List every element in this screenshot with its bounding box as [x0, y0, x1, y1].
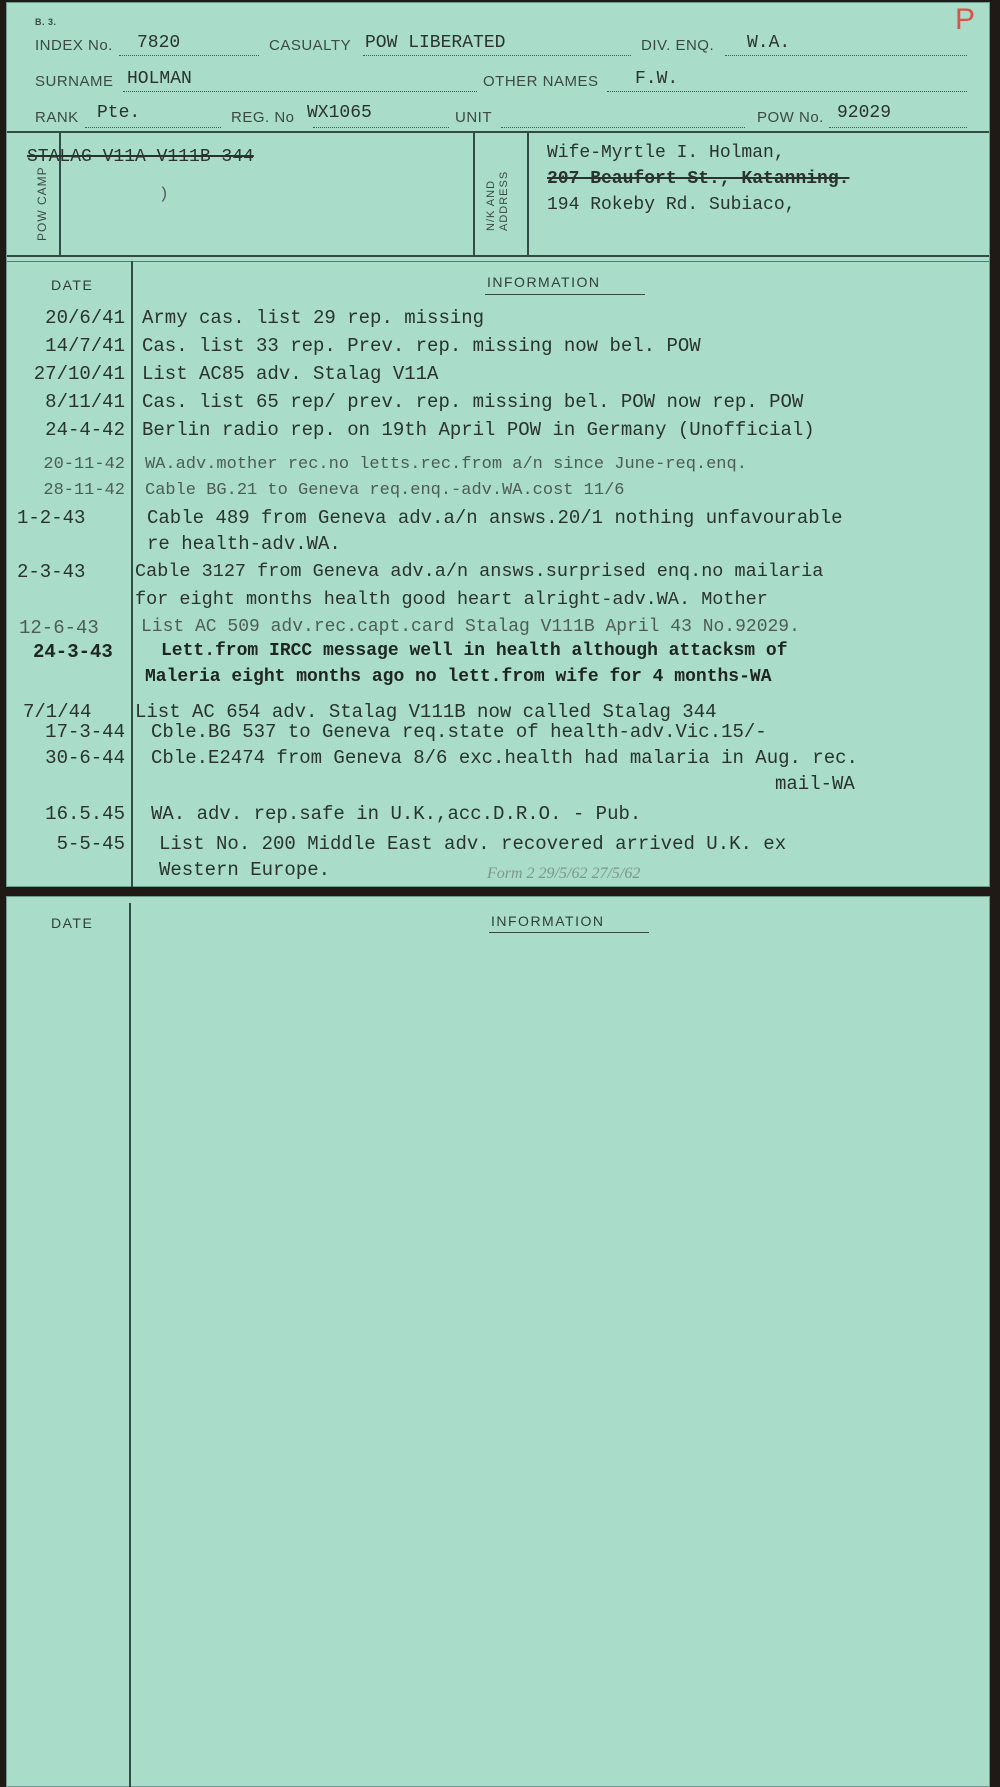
entry-text: re health-adv.WA.	[147, 533, 341, 555]
entry-date: 14/7/41	[45, 335, 125, 357]
entry-text: mail-WA	[775, 773, 855, 795]
reg-no-value: WX1065	[307, 103, 372, 123]
entry-date: 20-11-42	[43, 455, 125, 474]
entry-text: Cble.BG 537 to Geneva req.state of health-adv.Vic.15/-	[151, 721, 767, 743]
entry-text: Cble.E2474 from Geneva 8/6 exc.health had malaria in Aug. rec.	[151, 747, 858, 769]
index-label: INDEX No.	[35, 37, 113, 54]
entry-date: 24-3-43	[33, 641, 113, 663]
info-row	[7, 747, 991, 772]
pow-camp-mark: )	[159, 185, 169, 203]
information-header-underline	[485, 294, 645, 295]
info-row	[7, 803, 991, 828]
entry-text: List AC 654 adv. Stalag V111B now called Stalag 344	[135, 701, 717, 723]
info-row	[7, 833, 991, 858]
pow-no-dotline	[829, 127, 967, 128]
other-names-value: F.W.	[635, 69, 679, 89]
back-date-column-divider	[129, 903, 131, 1787]
reg-no-dotline	[313, 127, 449, 128]
casualty-value: POW LIBERATED	[365, 33, 506, 53]
other-names-label: OTHER NAMES	[483, 73, 599, 90]
pencil-note: Form 2 29/5/62 27/5/62	[487, 865, 641, 882]
entry-date: 20/6/41	[45, 307, 125, 329]
reg-no-label: REG. No	[231, 109, 295, 126]
unit-dotline	[501, 127, 745, 128]
pow-camp-value: STALAG V11A V111B 344	[27, 147, 254, 167]
entry-date: 16.5.45	[45, 803, 125, 825]
camp-box-bottom-rule	[7, 255, 989, 257]
unit-label: UNIT	[455, 109, 492, 126]
entry-text: Cable 489 from Geneva adv.a/n answs.20/1 nothing unfavourable	[147, 507, 843, 529]
div-enq-value: W.A.	[747, 33, 791, 53]
entry-text: Cas. list 33 rep. Prev. rep. missing now bel. POW	[142, 335, 701, 357]
index-value: 7820	[137, 33, 181, 53]
entry-text: List AC 509 adv.rec.capt.card Stalag V111B April 43 No.92029.	[141, 617, 800, 637]
div-enq-label: DIV. ENQ.	[641, 37, 715, 54]
entry-text: Cas. list 65 rep/ prev. rep. missing bel. POW now rep. POW	[142, 391, 804, 413]
surname-value: HOLMAN	[127, 69, 192, 89]
pow-no-label: POW No.	[757, 109, 824, 126]
entry-text: WA.adv.mother rec.no letts.rec.from a/n since June-req.enq.	[145, 455, 747, 474]
entry-text: WA. adv. rep.safe in U.K.,acc.D.R.O. - Pub.	[151, 803, 642, 825]
surname-label: SURNAME	[35, 73, 114, 90]
entry-text: Berlin radio rep. on 19th April POW in Germany (Unofficial)	[142, 419, 815, 441]
back-date-column-header: DATE	[51, 915, 94, 931]
record-card-front	[6, 2, 990, 887]
info-top-rule	[7, 261, 989, 262]
info-row	[7, 391, 991, 416]
nk-address-label-line2: ADDRESS	[498, 170, 510, 231]
entry-text: Army cas. list 29 rep. missing	[142, 307, 485, 329]
info-row	[7, 667, 991, 692]
div-enq-dotline	[725, 55, 967, 56]
info-row	[7, 419, 991, 444]
nk-address-line1: Wife-Myrtle I. Holman,	[547, 143, 785, 163]
back-information-header-underline	[489, 932, 649, 933]
form-code: B. 3.	[35, 17, 57, 27]
nk-address-line2: 207 Beaufort St., Katanning.	[547, 169, 850, 189]
entry-date: 17-3-44	[45, 721, 125, 743]
rank-dotline	[85, 127, 221, 128]
index-dotline	[119, 55, 259, 56]
entry-date: 24-4-42	[45, 419, 125, 441]
info-row	[7, 589, 991, 614]
nk-address-line3: 194 Rokeby Rd. Subiaco,	[547, 195, 796, 215]
entry-text: for eight months health good heart alright-adv.WA. Mother	[135, 589, 768, 610]
rank-value: Pte.	[97, 103, 141, 123]
entry-text: List AC85 adv. Stalag V11A	[142, 363, 439, 385]
surname-dotline	[123, 91, 477, 92]
info-row	[7, 533, 991, 558]
rank-label: RANK	[35, 109, 79, 126]
info-row	[7, 455, 991, 480]
entry-date: 2-3-43	[17, 561, 86, 583]
address-box-divider-left	[473, 131, 475, 255]
info-row	[7, 363, 991, 388]
date-column-header: DATE	[51, 277, 94, 293]
nk-address-label	[485, 151, 511, 231]
entry-date: 28-11-42	[43, 481, 125, 500]
info-row	[7, 307, 991, 332]
info-row	[7, 507, 991, 532]
other-names-dotline	[607, 91, 967, 92]
casualty-dotline	[363, 55, 631, 56]
entry-date: 5-5-45	[56, 833, 125, 855]
entry-date: 1-2-43	[17, 507, 86, 529]
entry-text: Maleria eight months ago no lett.from wife for 4 months-WA	[145, 667, 772, 687]
nk-address-label-line1: N/K AND	[485, 179, 497, 231]
entry-text: Cable BG.21 to Geneva req.enq.-adv.WA.cost 11/6	[145, 481, 625, 500]
camp-box-top-rule	[7, 131, 989, 133]
info-row	[7, 641, 991, 666]
info-row	[7, 335, 991, 360]
info-row	[7, 721, 991, 746]
address-box-divider-right	[527, 131, 529, 255]
casualty-label: CASUALTY	[269, 37, 352, 54]
entry-date: 27/10/41	[33, 363, 125, 385]
info-row	[7, 561, 991, 586]
info-row	[7, 481, 991, 506]
information-column-header: INFORMATION	[487, 274, 601, 290]
back-information-column-header: INFORMATION	[491, 913, 605, 929]
entry-date: 8/11/41	[45, 391, 125, 413]
entry-text: Cable 3127 from Geneva adv.a/n answs.surprised enq.no mailaria	[135, 561, 824, 582]
entry-date: 30-6-44	[45, 747, 125, 769]
entry-text: Western Europe.	[159, 859, 331, 881]
pow-camp-label: POW CAMP	[35, 166, 49, 241]
entry-text: List No. 200 Middle East adv. recovered arrived U.K. ex	[159, 833, 787, 855]
entry-date: 7/1/44	[23, 701, 92, 723]
entry-date: 12-6-43	[19, 617, 99, 639]
entry-text: Lett.from IRCC message well in health although attacksm of	[161, 641, 788, 661]
record-card-back	[6, 896, 990, 1787]
info-row	[7, 617, 991, 642]
info-row	[7, 773, 991, 798]
corner-mark: P	[954, 3, 975, 36]
pow-no-value: 92029	[837, 103, 892, 123]
